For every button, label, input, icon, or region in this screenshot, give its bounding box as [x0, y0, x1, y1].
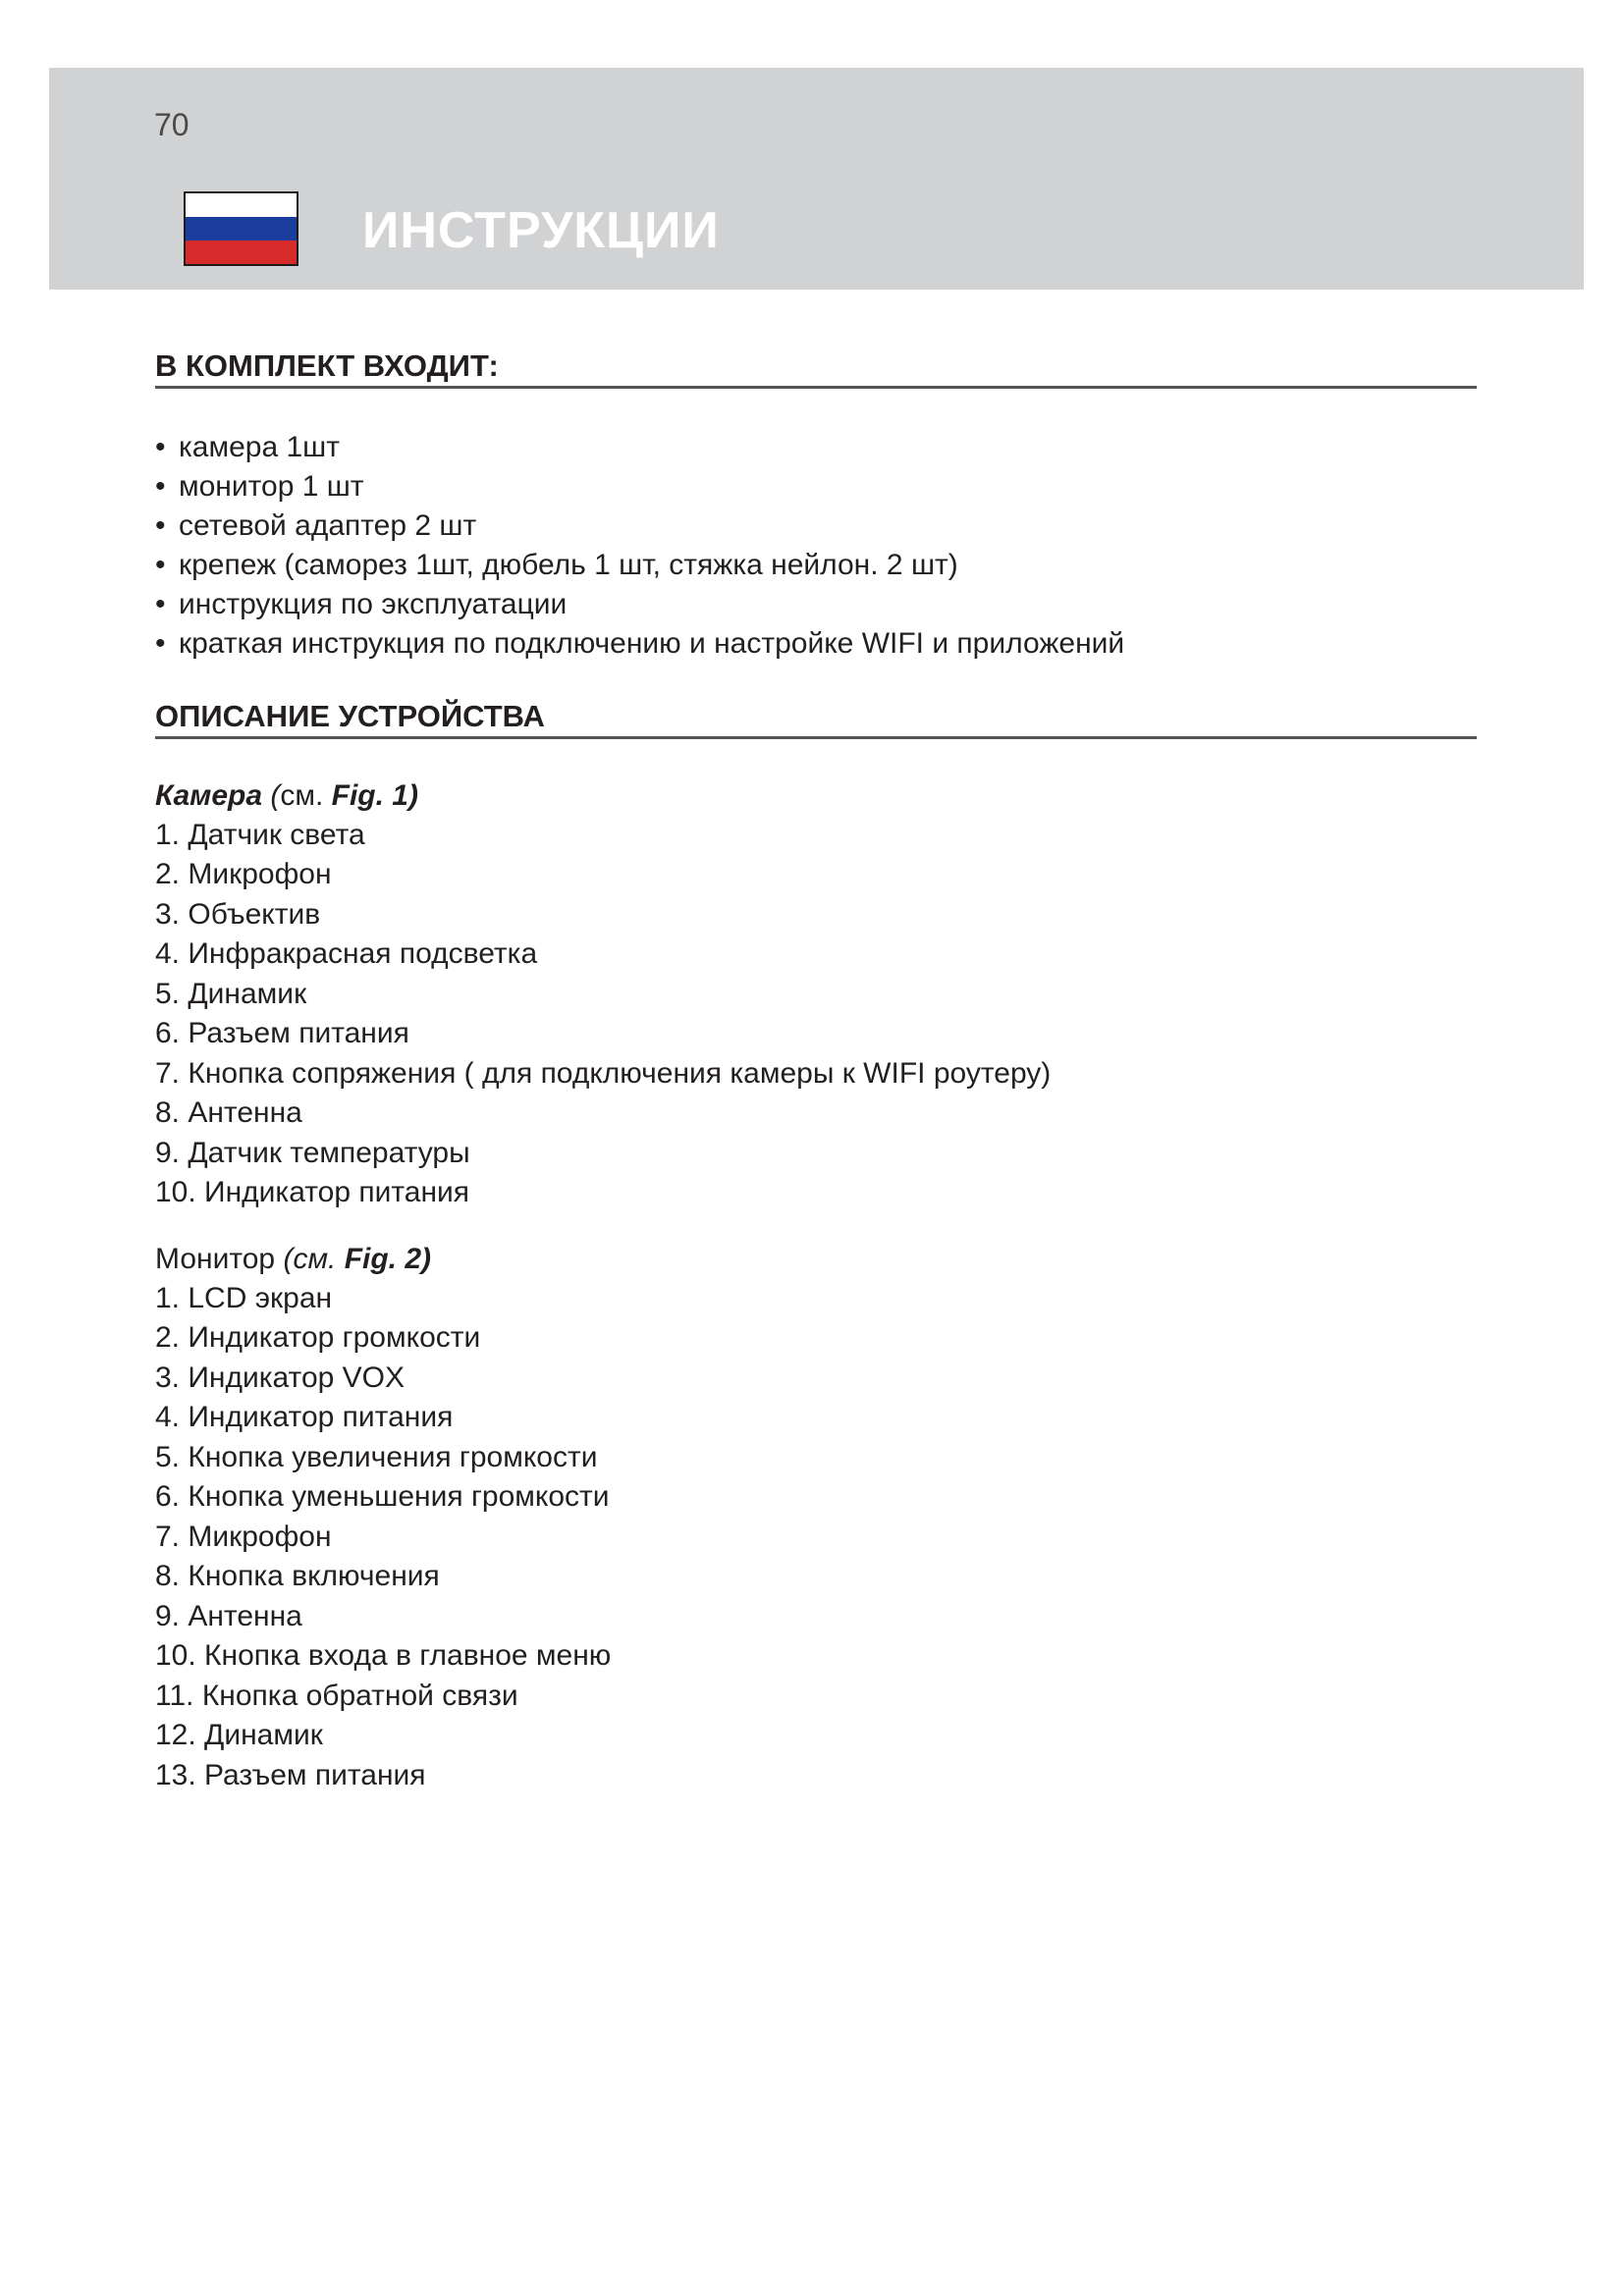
- kit-item-text: крепеж (саморез 1шт, дюбель 1 шт, стяжка нейлон. 2 шт): [179, 548, 958, 581]
- kit-section: [155, 348, 1477, 664]
- kit-item-text: сетевой адаптер 2 шт: [179, 508, 477, 542]
- monitor-part-item: 1. LCD экран: [155, 1281, 333, 1314]
- bullet-icon: •: [155, 430, 166, 463]
- camera-ref-open: (: [262, 778, 281, 812]
- monitor-parts-list: [155, 1279, 1477, 1796]
- monitor-part-item: 13. Разъем питания: [155, 1758, 426, 1791]
- monitor-part-item: 9. Антенна: [155, 1599, 302, 1632]
- camera-part-item: 9. Датчик температуры: [155, 1136, 470, 1169]
- monitor-part-item: 6. Кнопка уменьшения громкости: [155, 1480, 610, 1514]
- monitor-subheading: [155, 1240, 1477, 1279]
- camera-ref-fig: Fig. 1: [331, 778, 408, 812]
- camera-part-item: 7. Кнопка сопряжения ( для подключения камеры к WIFI роутеру): [155, 1056, 1052, 1090]
- bullet-icon: •: [155, 469, 166, 503]
- kit-item-text: инструкция по эксплуатации: [179, 587, 568, 620]
- monitor-part-item: 2. Индикатор громкости: [155, 1321, 481, 1355]
- kit-list-item: [155, 467, 1477, 507]
- monitor-part-item: 11. Кнопка обратной связи: [155, 1679, 518, 1712]
- bullet-icon: •: [155, 508, 166, 542]
- kit-list-item: [155, 507, 1477, 546]
- flag-stripe-blue: [186, 217, 297, 240]
- kit-list-item: [155, 624, 1477, 664]
- monitor-ref-open: (: [275, 1242, 294, 1275]
- camera-part-item: 3. Объектив: [155, 897, 321, 931]
- bullet-icon: •: [155, 587, 166, 620]
- camera-ref-cm: см.: [280, 778, 332, 812]
- monitor-part-item: 8. Кнопка включения: [155, 1560, 440, 1593]
- flag-stripe-white: [186, 193, 297, 217]
- kit-item-text: краткая инструкция по подключению и настройке WIFI и приложений: [179, 626, 1125, 660]
- flag-stripe-red: [186, 240, 297, 264]
- camera-part-item: 8. Антенна: [155, 1096, 302, 1130]
- kit-item-text: камера 1шт: [179, 430, 340, 463]
- monitor-part-item: 10. Кнопка входа в главное меню: [155, 1639, 612, 1673]
- kit-list-item: [155, 585, 1477, 624]
- camera-ref-close: ): [407, 778, 418, 812]
- monitor-part-item: 5. Кнопка увеличения громкости: [155, 1440, 598, 1473]
- kit-heading: В КОМПЛЕКТ ВХОДИТ:: [155, 348, 1477, 389]
- kit-list-item: [155, 546, 1477, 585]
- bullet-icon: •: [155, 548, 166, 581]
- camera-part-item: 4. Инфракрасная подсветка: [155, 937, 538, 971]
- monitor-title: Монитор: [155, 1242, 276, 1275]
- monitor-ref-cm: см.: [293, 1242, 345, 1275]
- monitor-part-item: 4. Индикатор питания: [155, 1401, 454, 1434]
- description-section: [155, 699, 1477, 1795]
- bullet-icon: •: [155, 626, 166, 660]
- camera-subheading: [155, 776, 1477, 816]
- monitor-ref-fig: Fig. 2: [344, 1242, 422, 1275]
- camera-part-item: 5. Динамик: [155, 977, 307, 1010]
- page-number: 70: [154, 107, 189, 142]
- page-title: ИНСТРУКЦИИ: [362, 202, 720, 259]
- kit-item-text: монитор 1 шт: [179, 469, 364, 503]
- camera-part-item: 1. Датчик света: [155, 818, 365, 851]
- camera-parts-list: [155, 816, 1477, 1213]
- header-band: [49, 68, 1584, 290]
- monitor-part-item: 3. Индикатор VOX: [155, 1361, 406, 1394]
- monitor-part-item: 12. Динамик: [155, 1719, 323, 1752]
- russian-flag-icon: [184, 191, 298, 266]
- monitor-part-item: 7. Микрофон: [155, 1520, 332, 1553]
- camera-title: Камера: [155, 778, 263, 812]
- camera-part-item: 6. Разъем питания: [155, 1017, 409, 1050]
- kit-list: [155, 428, 1477, 664]
- monitor-ref-close: ): [421, 1242, 432, 1275]
- kit-list-item: [155, 428, 1477, 467]
- description-heading: ОПИСАНИЕ УСТРОЙСТВА: [155, 699, 1477, 739]
- camera-part-item: 10. Индикатор питания: [155, 1176, 470, 1209]
- camera-part-item: 2. Микрофон: [155, 858, 332, 891]
